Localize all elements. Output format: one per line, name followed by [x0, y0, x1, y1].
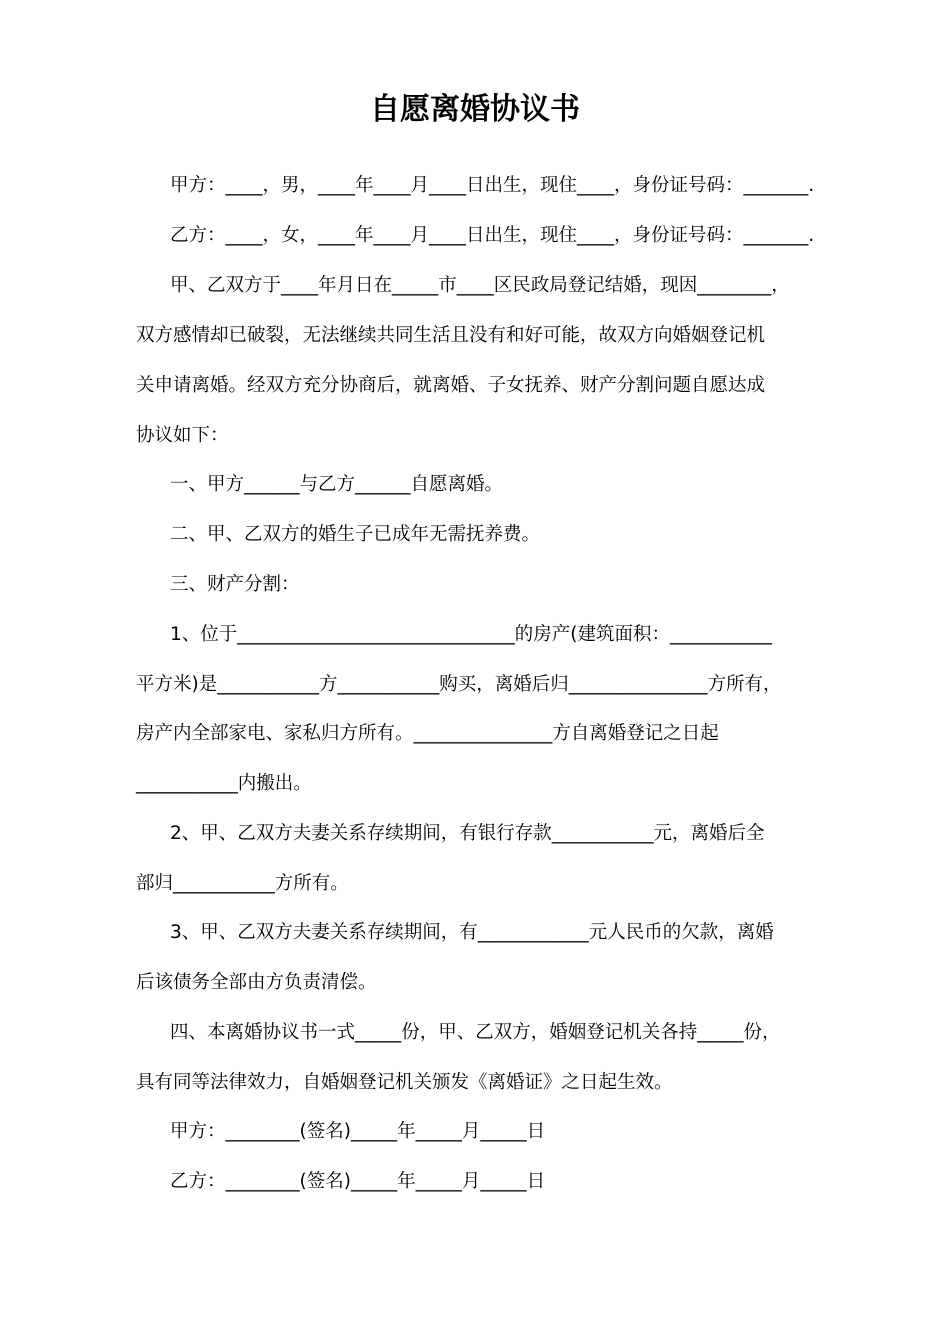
property-item-3-line: 后该债务全部由方负责清偿。 — [136, 972, 377, 993]
paragraph-line: 双方感情却已破裂，无法继续共同生活且没有和好可能，故双方向婚姻登记机 — [136, 325, 766, 346]
property-item-1-line: ___________内搬出。 — [136, 773, 312, 794]
clause-1: 一、甲方______与乙方______自愿离婚。 — [170, 474, 504, 495]
party-b-signature: 乙方：________(签名)_____年_____月_____日 — [170, 1171, 546, 1192]
property-item-2-line: 部归___________方所有。 — [136, 873, 349, 894]
property-item-3: 3、甲、乙双方夫妻关系存续期间，有____________元人民币的欠款，离婚 — [170, 922, 774, 943]
property-item-1-line: 房产内全部家电、家私归方所有。_______________方自离婚登记之日起 — [136, 723, 719, 744]
clause-4-line: 具有同等法律效力，自婚姻登记机关颁发《离婚证》之日起生效。 — [136, 1072, 673, 1093]
clause-2: 二、甲、乙双方的婚生子已成年无需抚养费。 — [170, 524, 541, 545]
property-item-1-line: 平方米)是___________方___________购买，离婚后归_______________方所有， — [136, 674, 782, 695]
party-b-info: 乙方：____，女，____年____月____日出生，现住____，身份证号码：_______. — [170, 225, 815, 246]
clause-4: 四、本离婚协议书一式_____份，甲、乙双方，婚姻登记机关各持_____份， — [170, 1022, 781, 1043]
clause-3-heading: 三、财产分割： — [170, 574, 300, 595]
paragraph-line: 关申请离婚。经双方充分协商后，就离婚、子女抚养、财产分割问题自愿达成 — [136, 375, 766, 396]
document-title: 自愿离婚协议书 — [370, 92, 580, 127]
paragraph-line: 协议如下： — [136, 425, 229, 446]
party-a-signature: 甲方：________(签名)_____年_____月_____日 — [170, 1121, 546, 1142]
party-a-info: 甲方：____，男，____年____月____日出生，现住____，身份证号码：_______. — [170, 175, 815, 196]
property-item-2: 2、甲、乙双方夫妻关系存续期间，有银行存款___________元，离婚后全 — [170, 823, 765, 844]
property-item-1: 1、位于______________________________的房产(建筑面积：___________ — [170, 624, 772, 645]
paragraph-line: 甲、乙双方于____年月日在_____市____区民政局登记结婚，现因________， — [170, 275, 790, 296]
